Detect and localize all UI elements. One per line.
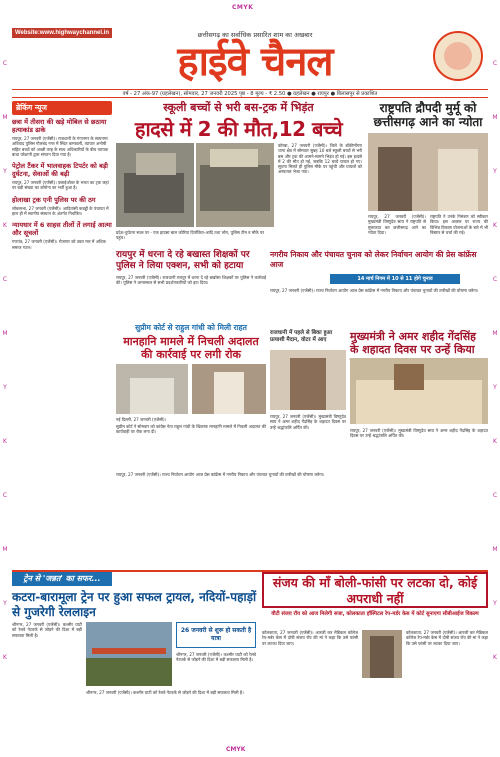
sanjay-story-headline: संजय की माँ बोली-फांसी पर लटका दो, कोई अपराधी नहीं (262, 572, 488, 608)
rahul-story-body: सुप्रीम कोर्ट ने सोमवार को कांग्रेस नेता राहुल गांधी के खिलाफ मानहानि मामले में निचली अदालत की कार्यवाही पर रोक लगा दी। (116, 424, 266, 435)
left-story-body: रायपुर, 27 जनवरी (एजेंसी)। राजधानी के गंगानगर के सत्यनगर अविवाद पुलिस गोलबंद नगर में स्थित कमावली, व्यापार अन्वेषी सहित बच्चों को अच्छी तरह के साथ अधिकारियों के बीच व्यापक बाधा परेशानी द्वारा संगतन दिया गया है। (12, 136, 109, 157)
train-bridge-photo (86, 622, 172, 686)
newspaper-brand: हाईवे चैनल (177, 39, 333, 85)
train-story-headline: कटरा-बारामूला ट्रेन पर हुआ सफल ट्रायल, नदियों-पहाड़ों से गुजरेगी रेललाइन (12, 590, 257, 619)
registration-letter: K (493, 438, 497, 445)
website-url: Website:www.highwaychannel.in (12, 28, 112, 38)
issue-info-line: वर्ष - 27 अंक-97 (ग्रहलेखन), सोमवार, 27 जनवरी 2025 पृष्ठ - 8 मूल्य - ₹ 2.50 ● ग्रहलेखन ● रायपुर ● बिलासपुर से प्रकाशित (12, 89, 488, 98)
left-story-title: छत्रा में तीसरा की खड़े मोबिल से छठाया हत्याकांड ढाके (12, 118, 107, 134)
cm-tribute-photo (350, 358, 488, 424)
registration-letter: C (2, 276, 8, 283)
cm-candidate-photo (270, 350, 346, 410)
registration-letter: M (492, 330, 498, 337)
registration-letter: K (493, 222, 497, 229)
registration-letter: M (492, 546, 498, 553)
left-story-title: होलाखा ट्रक एनी पुलिस पर की ठग (12, 195, 96, 204)
left-story-body: लोकसभा, 27 जनवरी (एजेंसी)। आदिवासी कबड्डी के पंचायत में हाल ही में स्थानीय संस्थान के अंतर्गत निर्धारित। (12, 205, 109, 217)
lead-story-headline: हादसे में 2 की मौत,12 बच्चे (134, 117, 343, 141)
rahul-story-headline: मानहानि मामले में निचली अदालत की कार्रवाई पर लगी रोक (123, 335, 259, 361)
registration-letter: M (2, 546, 8, 553)
lead-photo-caption: प्रदेश-दुर्घटना स्थल पर - एक हादसा बाल कोरिया दिनाँकित-आदि तथा लोग, पुलिस टीम व मौके पर पहुंच। (116, 230, 265, 241)
train-story-continued: श्रीनगर, 27 जनवरी (एजेंसी)। कश्मीर घाटी को रेलवे नेटवर्क से जोड़ने की दिशा में बड़ी सफलता मिली है। (86, 690, 244, 695)
registration-letter: C (2, 60, 8, 67)
sanjay-story-body: कोलकाता, 27 जनवरी (एजेंसी)। आरजी कर मेडिकल कॉलेज रेप-मर्डर केस में दोषी संजय रॉय की मां ने कहा कि उसे फांसी पर लटका दिया जाए। (262, 630, 358, 646)
registration-letter: Y (493, 600, 497, 607)
lead-story-body: कोरबा, 27 जनवरी (एजेंसी)। जिले के बाँकीमोंगरा थाना क्षेत्र में सोमवार सुबह 10 बजे स्कूली बच्चों से भरी बस और ट्रक की आमने-सामने भिड़ंत हो गई। इस हादसे में 2 की मौत हो गई, जबकि 12 बच्चे घायल हो गए। सूचना मिलते ही पुलिस मौके पर पहुंची और घायलों को अस्पताल भेजा गया। (278, 143, 362, 175)
registration-letter: M (2, 330, 8, 337)
registration-letter: K (3, 654, 7, 661)
registration-letter: C (492, 492, 498, 499)
cmyk-top-mark: CMYK (232, 4, 254, 11)
registration-letter: Y (493, 384, 497, 391)
election-story-body: रायपुर, 27 जनवरी (एजेंसी)। राज्य निर्वाचन आयोग आज प्रेस कांफ्रेंस में नगरीय निकाय और पंचायत चुनावों की तारीखों की घोषणा करेगा। (270, 288, 479, 293)
left-story (12, 118, 112, 157)
left-story-body: गणतंत्र, 27 जनवरी (एजेंसी)। रोजगार को उन्नत मार में अधिक समाज गठन। (12, 239, 106, 250)
registration-letter: K (3, 222, 7, 229)
president-meeting-photo (368, 133, 488, 211)
registration-letter: Y (3, 168, 7, 175)
registration-letter: Y (493, 168, 497, 175)
president-story-body: राष्ट्रपति ने उनके निमंत्रण को स्वीकार किया। इस अवसर पर राज्य की विभिन्न विकास योजनाओं के बारे में भी विस्तार से चर्चा की गई। (430, 214, 488, 235)
registration-letter: C (2, 492, 8, 499)
election-story-headline: नगरीय निकाय और पंचायत चुनाव को लेकर निर्वाचन आयोग की प्रेस कांफ्रेंस आज (270, 250, 477, 269)
left-story (12, 221, 112, 250)
cm-story-kicker: राजधानी में पहले से बिका हुआ प्रत्याशी मैदान, वोटर में आए (270, 330, 333, 343)
sanjay-story-continued: कोलकाता, 27 जनवरी (एजेंसी)। आरजी कर मेडिकल कॉलेज रेप-मर्डर केस में दोषी संजय रॉय की मां ने कहा कि उसे फांसी पर लटका दिया जाए। (406, 630, 488, 646)
train-date-text: 26 जनवरी से शुरू हो सकती है यात्रा (180, 627, 252, 642)
train-side-text: श्रीनगर, 27 जनवरी (एजेंसी)। कश्मीर घाटी को रेलवे नेटवर्क से जोड़ने की दिशा में बड़ी सफलता मिली है। (176, 652, 256, 663)
president-story-headline: राष्ट्रपति द्रौपदी मुर्मू को छत्तीसगढ़ आने का न्योता (373, 101, 483, 129)
masthead-tagline: छत्तीसगढ़ का सर्वाधिक प्रसारित शाम का अखबार (197, 31, 313, 39)
sanjay-story-subhead: यौटी संजय रॉय को आज मिलेगी सजा, कोलकाता हॉस्पिटल रेप-मर्डर केस में कोर्ट सुनाएगा सीबीआईज विकल्प (271, 611, 479, 617)
left-story (12, 196, 112, 217)
train-date-box (176, 622, 256, 648)
cm-story-body: रायपुर, 27 जनवरी (एजेंसी)। मुख्यमंत्री विष्णुदेव साय ने अमर शहीद गेंदसिंह के शहादत दिवस पर उन्हें श्रद्धांजलि अर्पित की। (350, 428, 488, 439)
cmyk-bottom-mark: CMYK (226, 746, 246, 753)
president-story-caption: रायपुर, 27 जनवरी (एजेंसी)। मुख्यमंत्री विष्णुदेव साय ने राष्ट्रपति से मुलाकात कर छत्तीसगढ़ आने का न्योता दिया। (368, 214, 426, 235)
truck-accident-photo (196, 143, 274, 227)
train-story-banner: ट्रेन से 'जन्नत' का सफर... (12, 572, 112, 586)
masthead-emblem-icon (428, 26, 488, 86)
supreme-court-photo (116, 364, 188, 414)
rahul-gandhi-photo (192, 364, 266, 414)
registration-letter: Y (3, 600, 7, 607)
police-story-body: रायपुर, 27 जनवरी (एजेंसी)। राजधानी रायपुर में धरना दे रहे बर्खास्त शिक्षकों पर पुलिस ने कार्रवाई की। पुलिस ने धरनास्थल से सभी प्रदर्शनकारियों को हटा दिया। (116, 275, 266, 286)
sanjay-mother-photo (362, 630, 402, 678)
registration-letter: K (3, 438, 7, 445)
bus-accident-photo (116, 143, 194, 227)
registration-letter: C (492, 276, 498, 283)
train-story-body: श्रीनगर, 27 जनवरी (एजेंसी)। कश्मीर घाटी को रेलवे नेटवर्क से जोड़ने की दिशा में बड़ी सफलता मिली है। (12, 622, 82, 638)
registration-letter: M (492, 114, 498, 121)
left-column (12, 101, 112, 571)
police-story-headline: रायपुर में धरना दे रहे बखास्त शिक्षकों पर पुलिस ने लिया एक्शन, सभी को हटाया (116, 250, 250, 271)
registration-letter: C (492, 60, 498, 67)
registration-letter: Y (3, 384, 7, 391)
cm-left-text: रायपुर, 27 जनवरी (एजेंसी)। मुख्यमंत्री विष्णुदेव साय ने अमर शहीद गेंदसिंह के शहादत दिवस पर उन्हें श्रद्धांजलि अर्पित की। (270, 414, 346, 430)
registration-letter: M (2, 114, 8, 121)
rahul-story-kicker: सुप्रीम कोर्ट से राहुल गांधी को मिली राहत (135, 323, 247, 332)
breaking-news-label: ब्रेकिंग न्यूज (12, 101, 112, 115)
middle-body-text: रायपुर, 27 जनवरी (एजेंसी)। राज्य निर्वाचन आयोग आज प्रेस कांफ्रेंस में नगरीय निकाय और पंचायत चुनावों की तारीखों की घोषणा करेगा। (116, 472, 325, 477)
registration-letter: K (493, 654, 497, 661)
left-story (12, 162, 112, 191)
left-story-body: रायपुर, 27 जनवरी (एजेंसी)। फ़्लाईओवर के भारत का ट्रक जहां पर बड़ी संख्या का कोरोना का भर्ती हुआ है। (12, 180, 109, 191)
rahul-story-caption: नई दिल्ली, 27 जनवरी (एजेंसी)। (116, 417, 167, 422)
cm-story-headline: मुख्यमंत्री ने अमर शहीद गेंदसिंह के शहादत दिवस पर उन्हें किया (350, 330, 476, 356)
election-note-box: 14 मार्च निगम में 10 से 11 होगे चुनाव (330, 274, 460, 284)
lead-story-kicker: स्कूली बच्चों से भरी बस-ट्रक में भिड़ंत (163, 101, 314, 114)
left-story-title: न्यायधार में 6 साहस तीलों तें लगाई आत्मा और सूचलों (12, 221, 112, 238)
left-story-title: पेट्रोल टैंकर में भालवाहक टिपर्टर को बड़ी दुर्घटना, सेवाओं की बढ़ी (12, 162, 108, 179)
